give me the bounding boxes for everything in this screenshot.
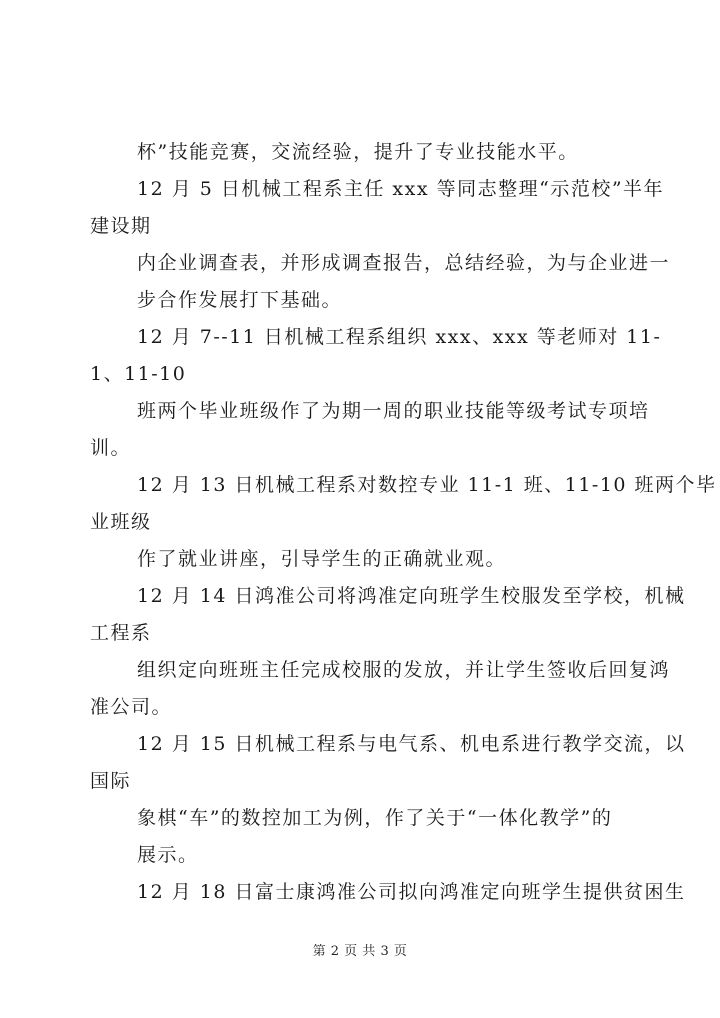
- text-line-15: 组织定向班班主任完成校服的发放，并让学生签收后回复鸿: [137, 659, 671, 681]
- text-line-4: 内企业调查表，并形成调查报告，总结经验，为与企业进一: [137, 252, 671, 274]
- text-line-16: 准公司。: [90, 696, 173, 718]
- text-line-13: 12 月 14 日鸿准公司将鸿准定向班学生校服发至学校，机械: [137, 585, 686, 607]
- text-line-5: 步合作发展打下基础。: [137, 289, 343, 311]
- text-line-20: 展示。: [137, 844, 199, 866]
- text-line-1: 杯”技能竞赛，交流经验，提升了专业技能水平。: [137, 141, 579, 163]
- text-line-18: 国际: [90, 770, 132, 792]
- text-line-17: 12 月 15 日机械工程系与电气系、机电系进行教学交流，以: [137, 733, 686, 755]
- text-line-10: 12 月 13 日机械工程系对数控专业 11-1 班、11-10 班两个毕: [137, 474, 717, 496]
- text-line-2: 12 月 5 日机械工程系主任 xxx 等同志整理“示范校”半年: [137, 178, 665, 200]
- text-line-12: 作了就业讲座，引导学生的正确就业观。: [137, 548, 507, 570]
- text-line-9: 训。: [90, 437, 132, 459]
- text-line-3: 建设期: [90, 215, 152, 237]
- page-number-footer: 第 2 页 共 3 页: [312, 944, 408, 959]
- text-line-8: 班两个毕业班级作了为期一周的职业技能等级考试专项培: [137, 400, 650, 422]
- text-line-14: 工程系: [90, 622, 152, 644]
- text-line-7: 1、11-10: [90, 363, 187, 385]
- text-line-19: 象棋“车”的数控加工为例，作了关于“一体化教学”的: [137, 807, 613, 829]
- text-line-21: 12 月 18 日富士康鸿准公司拟向鸿准定向班学生提供贫困生: [137, 881, 686, 903]
- text-line-11: 业班级: [90, 511, 152, 533]
- text-line-6: 12 月 7--11 日机械工程系组织 xxx、xxx 等老师对 11-: [137, 326, 662, 348]
